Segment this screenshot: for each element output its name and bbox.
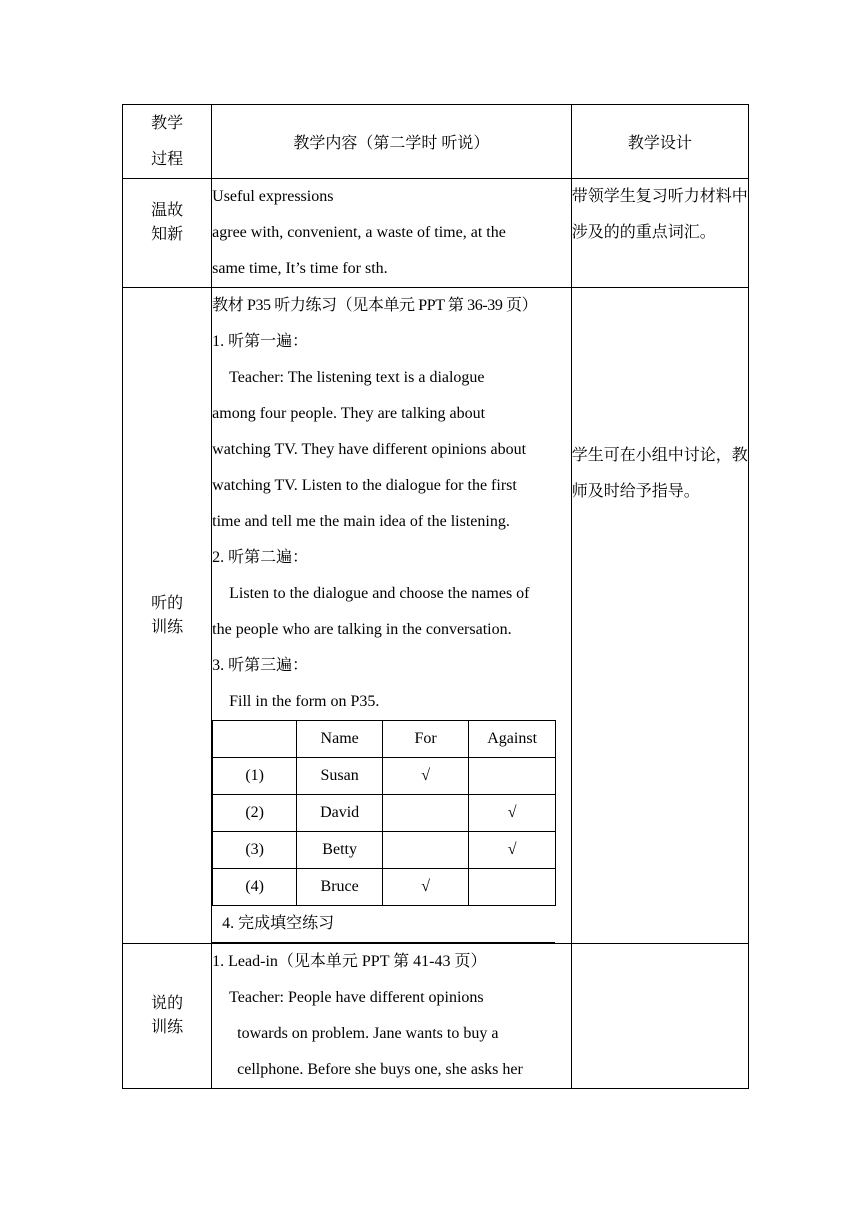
step4-title: 4. 完成填空练习 <box>212 906 555 943</box>
header-row <box>123 105 749 179</box>
step3-title: 3. 听第三遍： <box>212 657 309 674</box>
form-cell: (3) <box>213 832 297 869</box>
listening-content-cell <box>212 288 572 944</box>
header-stage-line-2: 过程 <box>151 150 184 168</box>
form-cell: (4) <box>213 869 297 906</box>
form-cell: √ <box>469 832 556 869</box>
form-cell: √ <box>469 795 556 832</box>
listening-stage-cell <box>123 288 212 944</box>
form-cell <box>383 795 469 832</box>
step1-line: watching TV. Listen to the dialogue for the first <box>212 477 517 494</box>
speaking-line: towards on problem. Jane wants to buy a <box>237 1025 499 1042</box>
listening-design-cell <box>571 288 748 944</box>
review-row <box>123 179 749 288</box>
form-row <box>213 758 556 795</box>
lesson-plan-table <box>122 104 749 1089</box>
step3-line: Fill in the form on P35. <box>229 693 380 710</box>
form-header-cell: For <box>383 721 469 758</box>
step1-line: Teacher: The listening text is a dialogue <box>229 369 485 386</box>
speaking-row <box>123 944 749 1089</box>
form-header-row <box>213 721 556 758</box>
form-cell: (1) <box>213 758 297 795</box>
form-row <box>213 795 556 832</box>
speaking-stage-line-1: 说的 <box>151 995 184 1012</box>
form-row <box>213 869 556 906</box>
listening-intro: 教材 P35 听力练习（见本单元 PPT 第 36-39 页） <box>212 297 538 314</box>
form-row <box>213 832 556 869</box>
step2-line: Listen to the dialogue and choose the names of <box>229 585 530 602</box>
listening-stage-line-2: 训练 <box>151 618 184 636</box>
form-header-cell <box>213 721 297 758</box>
form-cell: David <box>297 795 383 832</box>
listening-row <box>123 288 749 944</box>
step1-line: among four people. They are talking about <box>212 405 486 422</box>
review-content-cell <box>212 179 572 288</box>
form-cell <box>469 869 556 906</box>
speaking-lead: 1. Lead-in（见本单元 PPT 第 41-43 页） <box>212 953 487 970</box>
review-line: same time, It’s time for sth. <box>212 260 388 277</box>
form-cell: Susan <box>297 758 383 795</box>
form-header-cell: Name <box>297 721 383 758</box>
review-line: agree with, convenient, a waste of time, at the <box>212 224 506 241</box>
form-header-cell: Against <box>469 721 556 758</box>
listening-stage-line-1: 听的 <box>151 594 184 612</box>
header-design-cell: 教学设计 <box>571 105 748 179</box>
speaking-line: Teacher: People have different opinions <box>229 989 484 1006</box>
form-cell <box>383 832 469 869</box>
form-cell: Betty <box>297 832 383 869</box>
header-stage-cell <box>123 105 212 179</box>
form-cell: √ <box>383 869 469 906</box>
form-cell <box>469 758 556 795</box>
review-design-cell: 带领学生复习听力材料中涉及的的重点词汇。 <box>571 179 748 288</box>
step2-line: the people who are talking in the conversation. <box>212 621 512 638</box>
speaking-design-cell <box>571 944 748 1089</box>
listening-design-text: 学生可在小组中讨论，教师及时给予指导。 <box>571 447 748 500</box>
speaking-line: cellphone. Before she buys one, she asks her <box>237 1061 523 1078</box>
speaking-content-cell <box>212 944 572 1089</box>
form-cell: √ <box>383 758 469 795</box>
header-stage-line-1: 教学 <box>151 114 184 132</box>
review-stage-line-1: 温故 <box>151 202 184 219</box>
header-content-cell: 教学内容（第二学时 听说） <box>212 105 572 179</box>
opinion-form-table <box>212 720 556 906</box>
review-stage-cell <box>123 179 212 288</box>
form-cell: (2) <box>213 795 297 832</box>
step1-title: 1. 听第一遍： <box>212 333 309 350</box>
review-stage-line-2: 知新 <box>151 226 184 243</box>
speaking-stage-cell <box>123 944 212 1089</box>
speaking-stage-line-2: 训练 <box>151 1019 184 1036</box>
step2-title: 2. 听第二遍： <box>212 549 309 566</box>
review-line: Useful expressions <box>212 188 334 205</box>
form-cell: Bruce <box>297 869 383 906</box>
step1-line: time and tell me the main idea of the listening. <box>212 513 510 530</box>
step1-line: watching TV. They have different opinions about <box>212 441 527 458</box>
